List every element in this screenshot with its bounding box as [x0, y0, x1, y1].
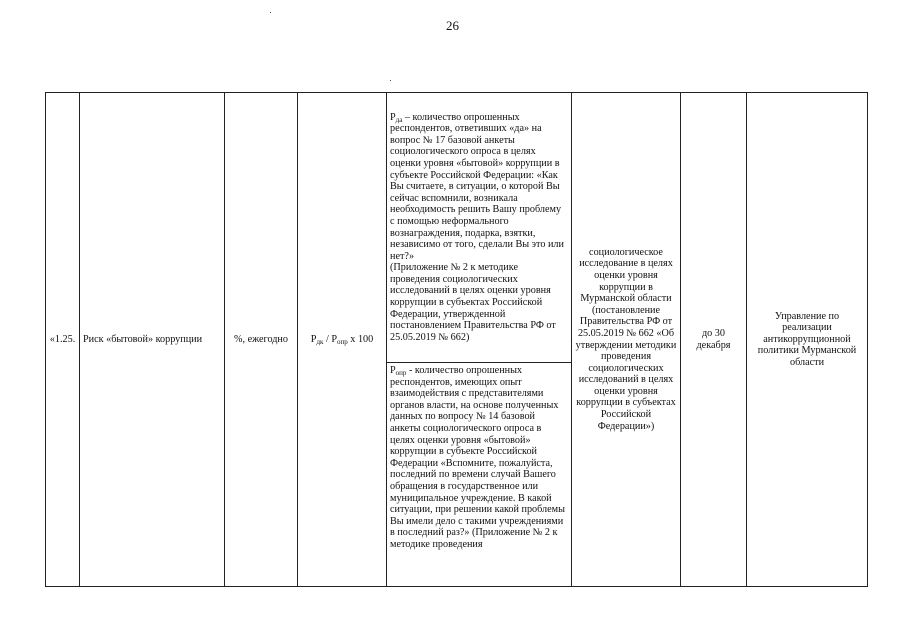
formula-sub-2: опр — [337, 337, 348, 346]
def-top-reference: (Приложение № 2 к методике проведения социологических исследований в целях оценки уровня коррупции в субъектах Российской Федерации, утвержденной постановлением Правительства РФ от 25.05.2019 № 662) — [390, 262, 556, 343]
formula-cell — [298, 93, 387, 587]
def-bottom-text: - количество опрошенных респондентов, имеющих опыт взаимодействия с представителями органов власти, на основе полученных данных по вопросу № 14 базовой анкеты социологического опроса в целях оценки уровня «бытовой» коррупции в субъекте Российской Федерации «Вспомните, пожалуйста, последний по времени случай Вашего обращения в государственное или муниципальное учреждение. В какой ситуации, при решении какой проблемы Вы имели дело с такими учреждениями в последний раз?» (Приложение № 2 к методике проведения — [390, 365, 565, 550]
indicator-name: Риск «бытовой» коррупции — [80, 93, 225, 587]
scan-speck — [270, 12, 271, 13]
scan-speck — [390, 80, 391, 81]
definition-top — [387, 93, 572, 363]
formula-sub-1: дк — [316, 337, 324, 346]
def-bottom-sub: опр — [395, 369, 407, 377]
responsible-cell: Управление по реализации антикоррупционной политики Мурманской области — [747, 93, 868, 587]
unit-cell: %, ежегодно — [225, 93, 298, 587]
def-top-sub: да — [395, 115, 403, 124]
definition-bottom — [387, 363, 572, 587]
formula-symbol: P — [310, 333, 317, 345]
def-top-text: – количество опрошенных респондентов, ответивших «да» на вопрос № 17 базовой анкеты социологического опроса в целях оценки уровня «бытовой» коррупции в субъекте Российской Федерации: «Как Вы считаете, в ситуации, о которой Вы сейчас вспомнили, возникала необходимость решить Вашу проблему с помощью неформального вознаграждения, подарка, взятки, независимо от того, сделали Вы это или нет?» — [390, 111, 564, 262]
indicator-table — [45, 92, 868, 587]
def-bottom-symbol: P — [390, 365, 396, 376]
formula-mid: / P — [323, 333, 337, 345]
formula-tail: х 100 — [347, 333, 374, 345]
page-number: 26 — [446, 18, 459, 33]
def-top-symbol: P — [390, 111, 396, 123]
deadline-cell: до 30 декабря — [681, 93, 747, 587]
source-cell: социологическое исследование в целях оценки уровня коррупции в Мурманской области (постановление Правительства РФ от 25.05.2019 № 662 «Об утверждении методики проведения социологических исследований в целях оценки уровня коррупции в субъектах Российской Федерации») — [572, 93, 681, 587]
row-number: «1.25. — [46, 93, 80, 587]
